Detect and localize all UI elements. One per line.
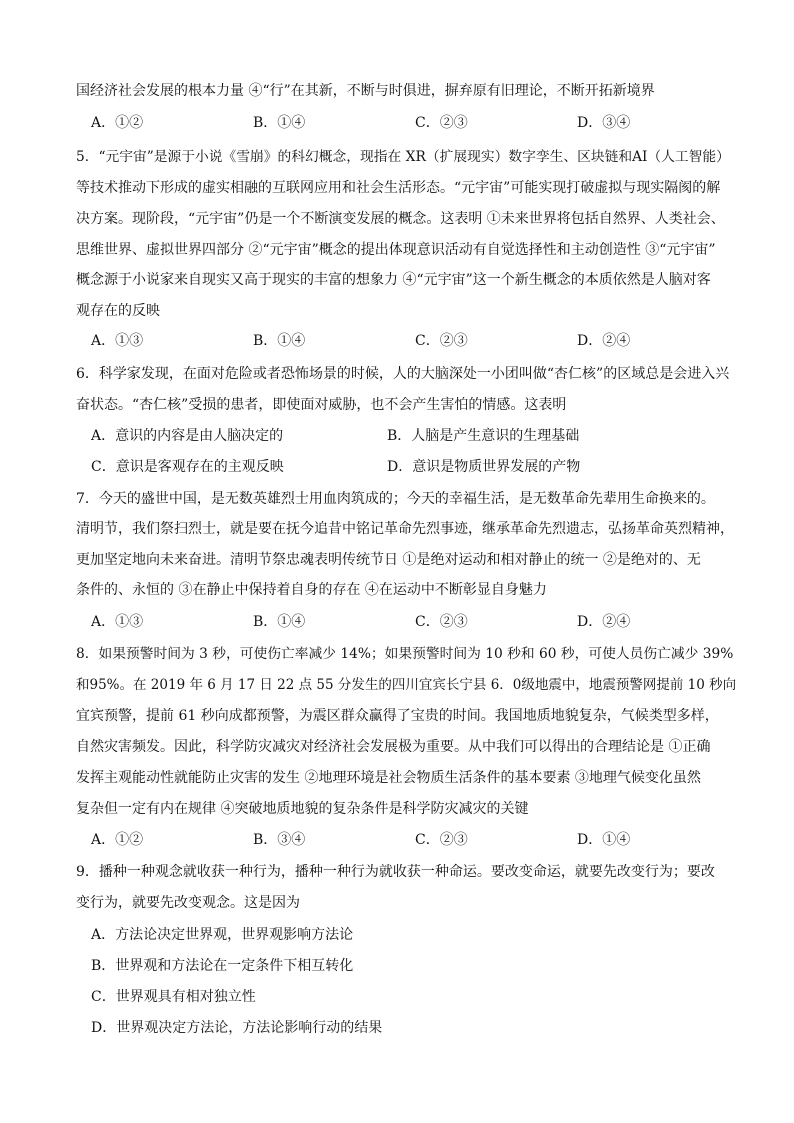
q8-option-b: B．③④ xyxy=(253,832,306,848)
q5-text-line-5: 概念源于小说家来自现实又高于现实的丰富的想象力 ④“元宇宙”这一个新生概念的本质依然是人脑对客 xyxy=(76,272,711,288)
q5-options xyxy=(91,331,731,351)
q7-option-a: A．①③ xyxy=(91,614,144,630)
q8-text-line-5: 发挥主观能动性就能防止灾害的发生 ②地理环境是社会物质生活条件的基本要素 ③地理气候变化虽然 xyxy=(76,770,701,786)
q4-option-d: D．③④ xyxy=(577,115,631,131)
q8-text-line-1: 8．如果预警时间为 3 秒，可使伤亡率减少 14%；如果预警时间为 10 秒和 60 秒，可使人员伤亡减少 39% xyxy=(76,646,734,662)
q8-text-line-3: 宜宾预警，提前 61 秒向成都预警，为震区群众赢得了宝贵的时间。我国地质地貌复杂，气候类型多样， xyxy=(76,708,719,724)
q7-text-line-2: 清明节，我们祭扫烈士，就是要在抚今追昔中铭记革命先烈事迹，继承革命先烈遗志，弘扬革命英烈精神， xyxy=(76,521,734,537)
q5-option-c: C．②③ xyxy=(415,333,468,349)
q7-text-line-4: 条件的、永恒的 ③在静止中保持着自身的存在 ④在运动中不断彰显自身魅力 xyxy=(76,582,547,598)
q5-option-d: D．②④ xyxy=(577,333,631,349)
q7-option-d: D．②④ xyxy=(577,614,631,630)
q4-option-a: A．①② xyxy=(91,115,144,131)
q8-text-line-2: 和95%。在 2019 年 6 月 17 日 22 点 55 分发生的四川宜宾长宁县 6．0级地震中，地震预警网提前 10 秒向 xyxy=(76,677,736,693)
q6-option-d: D．意识是物质世界发展的产物 xyxy=(387,459,581,475)
q9-option-d: D．世界观决定方法论，方法论影响行动的结果 xyxy=(91,1020,383,1036)
q5-text-line-1: 5．“元宇宙”是源于小说《雪崩》的科幻概念，现指在 XR（扩展现实）数字孪生、区块链和AI（人工智能） xyxy=(76,149,730,165)
q9-option-c: C．世界观具有相对独立性 xyxy=(91,989,256,1005)
q8-option-d: D．①④ xyxy=(577,832,631,848)
q9-option-a: A．方法论决定世界观，世界观影响方法论 xyxy=(91,927,354,943)
q6-options-row-1 xyxy=(91,426,731,446)
q6-text-line-1: 6．科学家发现，在面对危险或者恐怖场景的时候，人的大脑深处一小团叫做“杏仁核”的区域总是会进入兴 xyxy=(76,366,730,382)
q8-text-line-6: 复杂但一定有内在规律 ④突破地质地貌的复杂条件是科学防灾减灾的关键 xyxy=(76,801,529,817)
q7-option-c: C．②③ xyxy=(415,614,468,630)
q8-option-c: C．②③ xyxy=(415,832,468,848)
q4-text-line: 国经济社会发展的根本力量 ④“行”在其新，不断与时俱进，摒弃原有旧理论，不断开拓新境界 xyxy=(76,83,655,99)
q5-text-line-3: 决方案。现阶段，“元宇宙”仍是一个不断演变发展的概念。这表明 ①未来世界将包括自然界、人类社会、 xyxy=(76,211,725,227)
q6-text-line-2: 奋状态。“杏仁核”受损的患者，即使面对威胁，也不会产生害怕的情感。这表明 xyxy=(76,397,567,413)
q5-option-a: A．①③ xyxy=(91,333,144,349)
q4-options xyxy=(91,113,731,133)
q4-option-c: C．②③ xyxy=(415,115,468,131)
q6-option-b: B．人脑是产生意识的生理基础 xyxy=(387,428,580,444)
q6-options-row-2 xyxy=(91,457,731,477)
q6-option-a: A．意识的内容是由人脑决定的 xyxy=(91,428,284,444)
q9-text-line-2: 变行为，就要先改变观念。这是因为 xyxy=(76,895,300,911)
q7-options xyxy=(91,612,731,632)
q5-text-line-6: 观存在的反映 xyxy=(76,303,160,319)
q7-text-line-3: 更加坚定地向未来奋进。清明节祭忠魂表明传统节日 ①是绝对运动和相对静止的统一 ②是绝对的、无 xyxy=(76,552,701,568)
q5-text-line-2: 等技术推动下形成的虚实相融的互联网应用和社会生活形态。“元宇宙”可能实现打破虚拟与现实隔阂的解 xyxy=(76,180,721,196)
q4-option-b: B．①④ xyxy=(253,115,306,131)
q5-text-line-4: 思维世界、虚拟世界四部分 ②“元宇宙”概念的提出体现意识活动有自觉选择性和主动创造性 ③“元宇宙” xyxy=(76,242,716,258)
q7-text-line-1: 7．今天的盛世中国，是无数英雄烈士用血肉筑成的；今天的幸福生活，是无数革命先辈用生命换来的。 xyxy=(76,491,715,507)
q5-option-b: B．①④ xyxy=(253,333,306,349)
q8-option-a: A．①② xyxy=(91,832,144,848)
q9-option-b: B．世界观和方法论在一定条件下相互转化 xyxy=(91,958,354,974)
q8-options xyxy=(91,830,731,850)
q9-text-line-1: 9．播种一种观念就收获一种行为，播种一种行为就收获一种命运。要改变命运，就要先改变行为；要改 xyxy=(76,864,715,880)
q8-text-line-4: 自然灾害频发。因此，科学防灾减灾对经济社会发展极为重要。从中我们可以得出的合理结论是 ①正确 xyxy=(76,739,711,755)
q7-option-b: B．①④ xyxy=(253,614,306,630)
q6-option-c: C．意识是客观存在的主观反映 xyxy=(91,459,284,475)
